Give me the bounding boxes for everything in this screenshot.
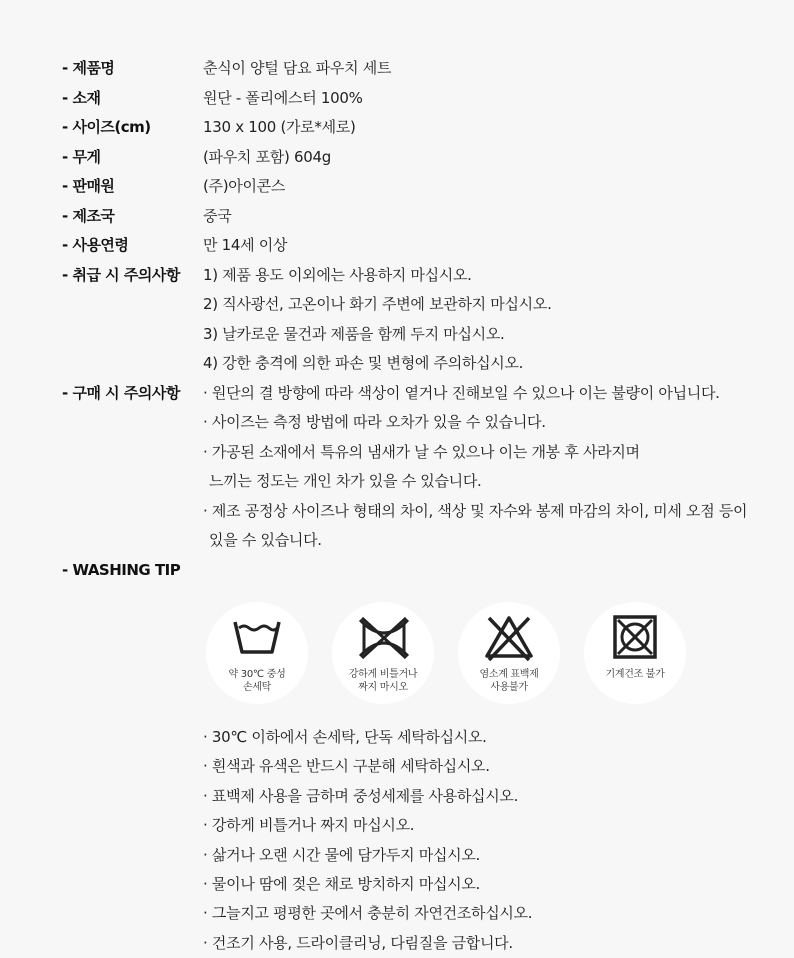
spec-row-name xyxy=(62,54,762,84)
spec-label: - 소재 xyxy=(62,88,101,107)
spec-value: 춘식이 양털 담요 파우치 세트 xyxy=(203,59,392,77)
washing-tip-heading: - WASHING TIP xyxy=(62,560,181,579)
care-caption: 강하게 비틀거나 xyxy=(348,669,418,680)
spec-label: - 무게 xyxy=(62,147,101,166)
spec-row-seller xyxy=(62,172,762,202)
spec-label: - 구매 시 주의사항 xyxy=(62,383,180,402)
spec-row-handling xyxy=(62,261,762,379)
spec-label: - 제조국 xyxy=(62,206,115,225)
spec-label: - 사용연령 xyxy=(62,236,129,254)
care-caption: 손세탁 xyxy=(242,682,272,693)
handling-item: 2) 직사광선, 고온이나 화기 주변에 보관하지 마십시오. xyxy=(203,295,552,313)
handling-item: 1) 제품 용도 이외에는 사용하지 마십시오. xyxy=(203,265,472,284)
purchase-item: 느끼는 정도는 개인 차가 있을 수 있습니다. xyxy=(209,472,482,490)
spec-value: 중국 xyxy=(203,206,232,225)
spec-row-age xyxy=(62,231,762,261)
spec-value: (주)아이콘스 xyxy=(203,177,286,195)
washing-tip: · 흰색과 유색은 반드시 구분해 세탁하십시오. xyxy=(203,757,490,776)
spec-row-origin xyxy=(62,202,762,232)
spec-row-size xyxy=(62,113,762,143)
spec-value: 원단 - 폴리에스터 100% xyxy=(203,88,363,107)
no-tumble-dry-icon xyxy=(610,614,660,662)
purchase-item: · 제조 공정상 사이즈나 형태의 차이, 색상 및 자수와 봉제 마감의 차이, 미세 오점 등이 xyxy=(203,501,748,520)
no-bleach-icon xyxy=(484,614,534,662)
washing-tips-list xyxy=(203,723,532,958)
care-icons xyxy=(206,602,686,706)
spec-value: 만 14세 이상 xyxy=(203,236,288,254)
washing-tip: · 물이나 땀에 젖은 채로 방치하지 마십시오. xyxy=(203,875,480,894)
spec-row-material xyxy=(62,84,762,114)
care-caption: 사용불가 xyxy=(490,682,528,693)
spec-value: (파우치 포함) 604g xyxy=(203,147,331,166)
product-spec-table xyxy=(62,54,762,585)
spec-row-weight xyxy=(62,143,762,173)
purchase-item: 있을 수 있습니다. xyxy=(209,531,322,549)
care-icon-no-bleach xyxy=(458,602,560,704)
purchase-item: · 원단의 결 방향에 따라 색상이 옅거나 진해보일 수 있으나 이는 불량이 아닙니다. xyxy=(203,383,720,402)
washing-tip: · 삶거나 오랜 시간 물에 담가두지 마십시오. xyxy=(203,845,480,864)
handling-item: 4) 강한 충격에 의한 파손 및 변형에 주의하십시오. xyxy=(203,354,524,372)
do-not-wring-icon xyxy=(358,614,410,662)
washing-tip: · 표백제 사용을 금하며 중성세제를 사용하십시오. xyxy=(203,786,519,805)
purchase-item: · 가공된 소재에서 특유의 냄새가 날 수 있으나 이는 개봉 후 사라지며 xyxy=(203,442,640,461)
handling-item: 3) 날카로운 물건과 제품을 함께 두지 마십시오. xyxy=(203,324,505,343)
spec-label: - 판매원 xyxy=(62,177,115,195)
spec-row-purchase xyxy=(62,379,762,556)
purchase-item: · 사이즈는 측정 방법에 따라 오차가 있을 수 있습니다. xyxy=(203,413,546,431)
care-icon-no-tumble-dry xyxy=(584,602,686,704)
spec-label: - 취급 시 주의사항 xyxy=(62,265,180,284)
spec-label: - 사이즈(cm) xyxy=(62,118,151,136)
care-caption: 약 30℃ 중성 xyxy=(228,669,286,680)
washing-tip: · 건조기 사용, 드라이클리닝, 다림질을 금합니다. xyxy=(203,933,513,952)
washing-tip: · 강하게 비틀거나 짜지 마십시오. xyxy=(203,816,415,835)
washing-tip: · 30℃ 이하에서 손세탁, 단독 세탁하십시오. xyxy=(203,728,487,746)
care-caption: 기계건조 불가 xyxy=(605,669,665,680)
washing-tip: · 그늘지고 평평한 곳에서 충분히 자연건조하십시오. xyxy=(203,904,533,923)
spec-label: - 제품명 xyxy=(62,59,115,77)
spec-value: 130 x 100 (가로*세로) xyxy=(203,118,356,136)
spec-row-washing xyxy=(62,556,762,586)
care-icon-no-wring xyxy=(332,602,434,704)
care-caption: 짜지 마시오 xyxy=(358,682,408,693)
hand-wash-icon xyxy=(232,614,282,662)
care-caption: 염소계 표백제 xyxy=(479,669,539,680)
care-icon-hand-wash xyxy=(206,602,308,704)
